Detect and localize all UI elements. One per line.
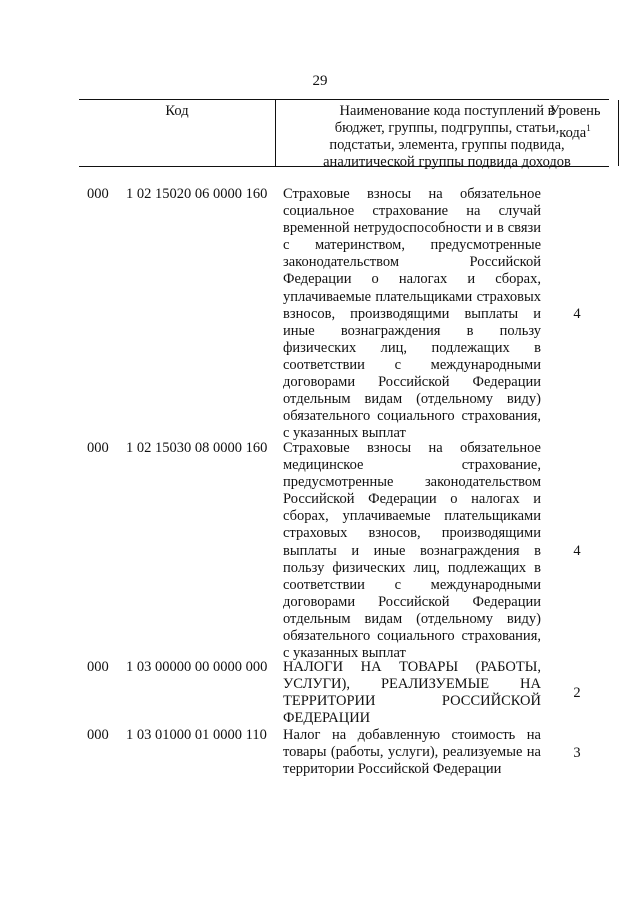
revenue-name: НАЛОГИ НА ТОВАРЫ (РАБОТЫ, УСЛУГИ), РЕАЛИЗУЕМЫЕ НА ТЕРРИТОРИИ РОССИЙСКОЙ ФЕДЕРАЦИИ (283, 659, 541, 727)
header-level-line1: Уровень (549, 103, 601, 119)
code-level: 4 (573, 543, 581, 559)
admin-code: 000 (87, 440, 109, 456)
header-name-line: аналитической группы подвида доходов (323, 154, 571, 170)
code-level: 2 (573, 685, 581, 701)
header-level (541, 100, 609, 166)
header-level-line2 (541, 120, 609, 142)
header-name-line: бюджет, группы, подгруппы, статьи, (334, 120, 560, 136)
admin-code: 000 (87, 186, 109, 202)
header-name-line: подстатьи, элемента, группы подвида, (329, 137, 565, 153)
table-header (79, 99, 609, 170)
admin-code: 000 (87, 727, 109, 743)
page-number: 29 (312, 73, 328, 89)
code-level: 4 (573, 306, 581, 322)
revenue-name: Налог на добавленную стоимость на товары (работы, услуги), реализуемые на территории Российской Федерации (283, 727, 541, 778)
code-level: 3 (573, 745, 581, 761)
revenue-name: Страховые взносы на обязательное социальное страхование на случай временной нетрудоспособности и в связи с материнством, предусмотренные законодательством Российской Федерации о налогах и сборах, уплачиваемые плательщиками страховых взносов, производящими выплаты и иные вознаграждения в пользу физических лиц, подлежащих в соответствии с международными договорами Российской Федерации отдельным видам (отдельному виду) обязательного социального страхования, с указанных выплат (283, 186, 541, 442)
admin-code: 000 (87, 659, 109, 675)
footnote-marker: 1 (586, 123, 591, 133)
header-code: Код (165, 103, 189, 119)
revenue-code: 1 03 01000 01 0000 110 (126, 727, 267, 743)
revenue-code: 1 02 15020 06 0000 160 (126, 186, 268, 202)
header-level-word: кода (559, 124, 587, 141)
revenue-code: 1 02 15030 08 0000 160 (126, 440, 268, 456)
revenue-name: Страховые взносы на обязательное медицинское страхование, предусмотренные законодательством Российской Федерации о налогах и сборах, уплачиваемые плательщиками страховых взносов, производящими выплаты и иные вознаграждения в пользу физических лиц, подлежащих в соответствии с международными договорами Российской Федерации отдельным видам (отдельному виду) обязательного социального страхования, с указанных выплат (283, 440, 541, 662)
revenue-code: 1 03 00000 00 0000 000 (126, 659, 268, 675)
header-name-line: Наименование кода поступлений в (339, 103, 555, 119)
